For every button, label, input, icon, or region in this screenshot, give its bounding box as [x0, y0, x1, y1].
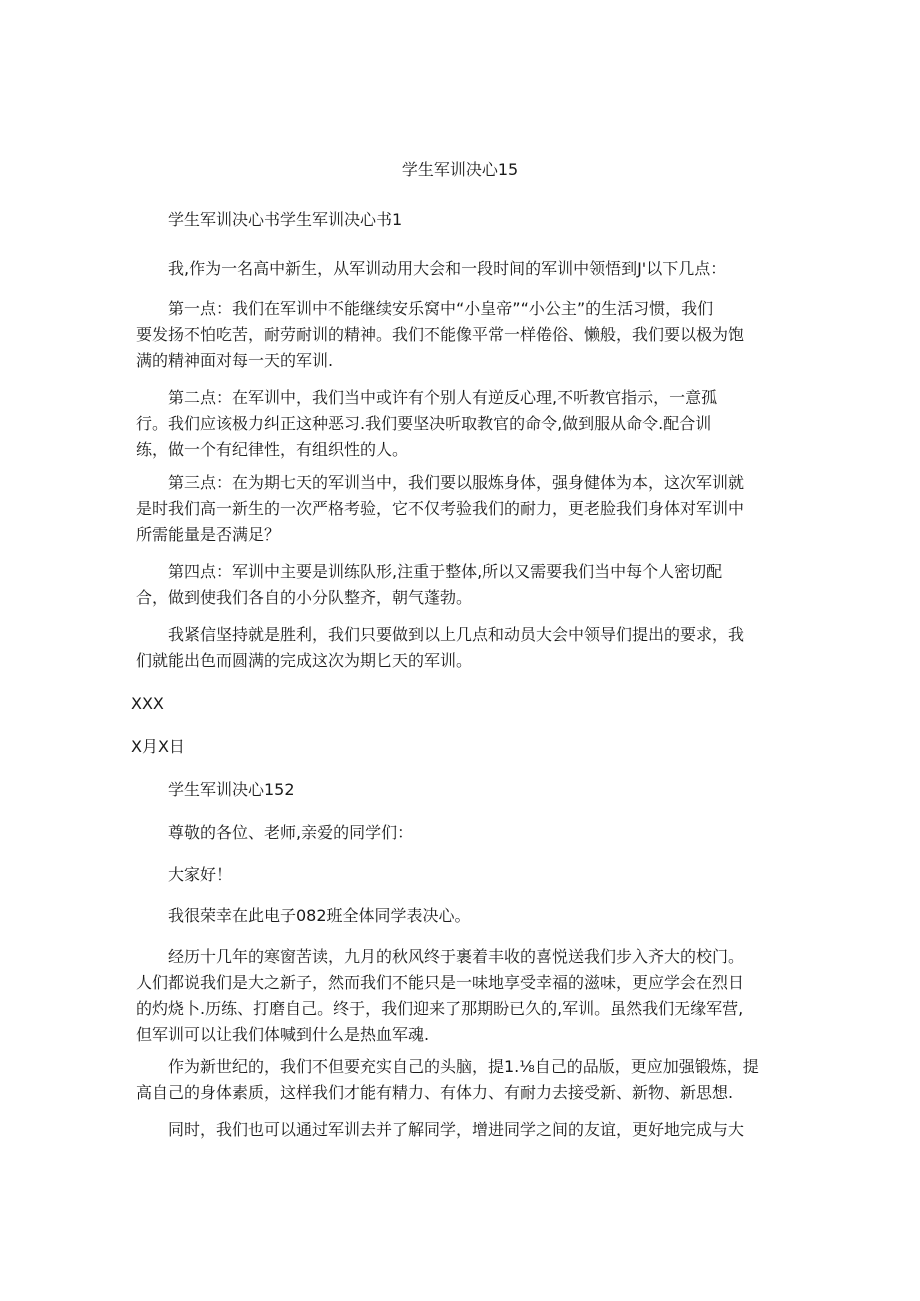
greeting-text: 大家好！	[168, 865, 233, 884]
paragraph-line: 作为新世纪的，我们不但要充实自己的头脑，提1.⅛自己的品版，更应加强锻炼，提	[168, 1057, 759, 1076]
class-statement	[136, 903, 796, 929]
point-1-line: 满的精神面对每一天的军训.	[136, 351, 334, 370]
intro-paragraph	[136, 256, 796, 282]
point-3-line: 是时我们高一新生的一次严格考验，它不仅考验我们的耐力，更老脸我们身体对军训中	[136, 499, 745, 518]
conclusion-line: 我紧信坚持就是胜利，我们只要做到以上几点和动员大会中领导们提出的要求，我	[168, 625, 745, 644]
paragraph-line: 经历十几年的寒窗苦读，九月的秋风终于裹着丰收的喜悦送我们步入齐大的校门。	[168, 947, 745, 966]
paragraph-line: 人们都说我们是大之新子，然而我们不能只是一味地享受幸福的滋味，更应学会在烈日	[136, 973, 745, 992]
section-2-heading-text: 学生军训决心152	[168, 780, 295, 799]
conclusion-line: 们就能出色而圆满的完成这次为期匕天的军训。	[136, 651, 473, 670]
document-title: 学生军训决心15	[401, 160, 519, 179]
point-4-line: 第四点：军训中主要是训练队形,注重于整体,所以又需要我们当中每个人密切配	[168, 562, 723, 581]
point-2-line: 第二点：在军训中，我们当中或许有个别人有逆反心理,不听教官指示，一意孤	[168, 388, 718, 407]
section-2-paragraph-2	[136, 1054, 796, 1106]
point-3-paragraph	[136, 470, 796, 548]
intro-text: 我,作为一名高中新生，从军训动用大会和一段时间的军训中领悟到J'以下几点：	[168, 259, 727, 278]
document-subtitle	[136, 207, 796, 233]
paragraph-line: 同时，我们也可以通过军训去并了解同学，增进同学之间的友谊，更好地完成与大	[168, 1120, 745, 1139]
point-2-paragraph	[136, 385, 796, 463]
paragraph-line: 高自己的身体素质，这样我们才能有精力、有体力、有耐力去接受新、新物、新思想.	[136, 1083, 734, 1102]
point-2-line: 行。我们应该极力纠正这种恶习.我们要坚决听取教官的命令,做到服从命令.配合训	[136, 414, 712, 433]
point-1-line: 第一点：我们在军训中不能继续安乐窝中“小皇帝”“小公主”的生活习惯，我们	[168, 299, 714, 318]
date: X月X日	[131, 737, 185, 756]
section-2-paragraph-3	[136, 1117, 796, 1143]
point-4-paragraph	[136, 559, 796, 611]
section-2-paragraph-1	[136, 944, 796, 1048]
conclusion-paragraph	[136, 622, 796, 674]
point-4-line: 合，做到使我们各自的小分队整齐，朝气蓬勃。	[136, 588, 473, 607]
point-3-line: 所需能量是否满足？	[136, 525, 281, 544]
paragraph-line: 但军训可以让我们体喊到什么是热血军魂.	[136, 1025, 430, 1044]
point-1-line: 要发扬不怕吃苦，耐劳耐训的精神。我们不能像平常一样倦俗、懒般，我们要以极为饱	[136, 325, 745, 344]
subtitle-text: 学生军训决心书学生军训决心书1	[168, 210, 403, 229]
point-3-line: 第三点：在为期七天的军训当中，我们要以服炼身体，强身健体为本，这次军训就	[168, 473, 745, 492]
salutation-text: 尊敬的各位、老师,亲爱的同学们：	[168, 823, 414, 842]
greeting	[136, 862, 796, 888]
class-statement-text: 我很荣幸在此电子082班全体同学表决心。	[168, 906, 471, 925]
paragraph-line: 的灼烧卜.历练、打磨自己。终于，我们迎来了那期盼已久的,军训。虽然我们无缘军营,	[136, 999, 744, 1018]
signature: XXX	[131, 694, 164, 713]
point-1-paragraph	[136, 296, 796, 374]
section-2-heading	[136, 777, 796, 803]
salutation	[136, 820, 796, 846]
point-2-line: 练，做一个有纪律性，有组织性的人。	[136, 440, 409, 459]
